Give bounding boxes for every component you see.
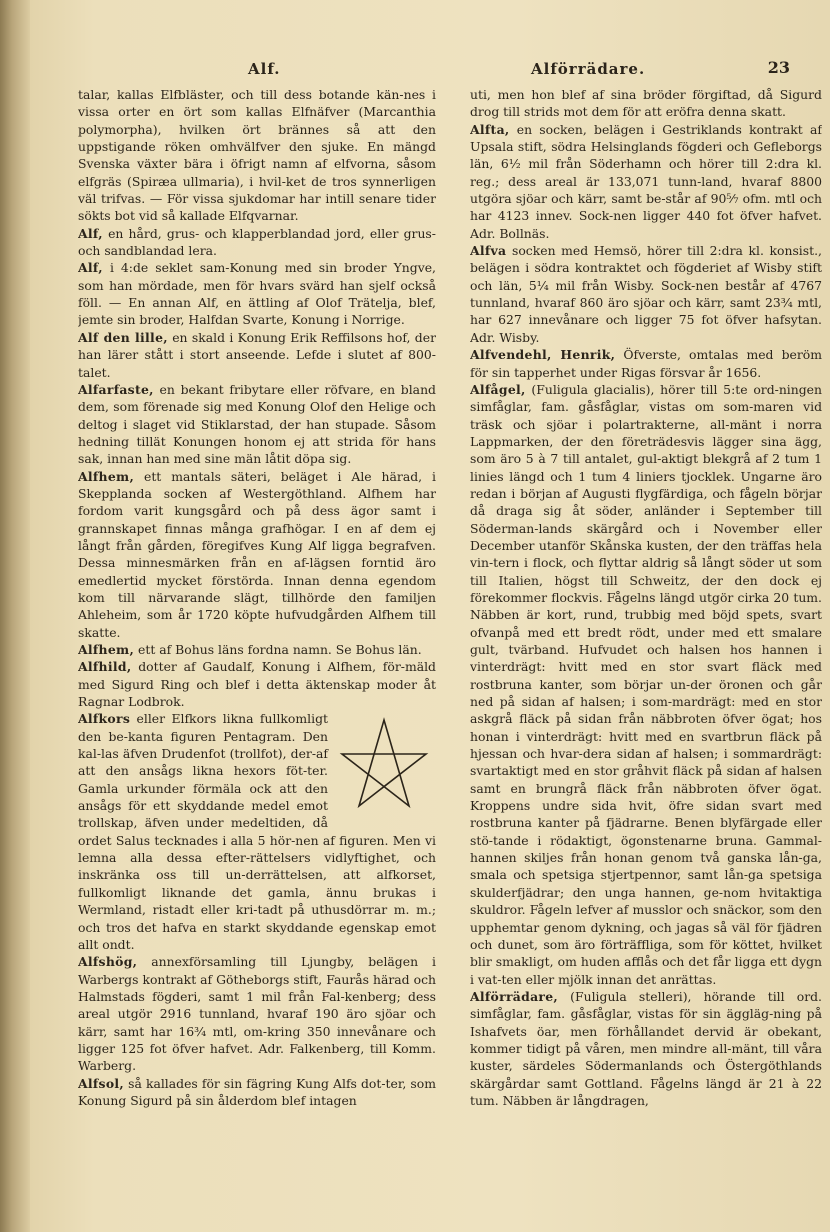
entry-headword: Alfsol, xyxy=(78,1075,125,1091)
entry-text: en skald i Konung Erik Reffilsons hof, der han lärer stått i stort anseende. Lefde i slutet af 800-talet. xyxy=(78,329,436,380)
page-number: 23 xyxy=(767,58,790,77)
entry-headword: Alfva xyxy=(470,243,507,259)
entry-text: (Fuligula stelleri), hörande till ord. simfåglar, fam. gåsfåglar, vistas för sin äggläg-ning på Ishafvets öar, men förhållandet dervid är obekant, kommer tidigt på våren, men mindre all-mänt, till våra kuster, särdeles Södermanlands och Östergöthlands skärgårdar samt Gottland. Fågelns längd är 21 à 22 tum. Näbben är långdragen, xyxy=(470,988,822,1108)
entry xyxy=(78,225,436,260)
pentagram-figure xyxy=(336,714,432,818)
entry-text: ett af Bohus läns fordna namn. Se Bohus län. xyxy=(138,642,422,657)
entry-text: socken med Hemsö, hörer till 2:dra kl. konsist., belägen i södra kontraktet och fögderiet af Wisby stift och län, 5¼ mil från Wisby. Sock-nen består af 4767 tunnland, hvaraf 860 äro sjöar och kärr, samt 23¾ mtl, har 627 innevånare och ligger 75 fot öfver hafsytan. Adr. Wisby. xyxy=(470,243,822,345)
entry-headword: Alfhild, xyxy=(78,659,132,675)
header-left-keyword: Alf. xyxy=(248,60,281,78)
entry xyxy=(78,329,436,381)
entry xyxy=(78,641,436,658)
entry xyxy=(78,468,436,641)
entry xyxy=(470,988,822,1109)
entry-text: uti, men hon blef af sina bröder förgiftad, då Sigurd drog till strids mot dem för att eröfra denna skatt. xyxy=(470,87,822,120)
entry-headword: Alfhem, xyxy=(78,468,135,484)
entry xyxy=(78,658,436,710)
entry xyxy=(78,953,436,1074)
entry xyxy=(470,242,822,346)
entry-alfkors xyxy=(78,710,436,953)
entry-text: i 4:de seklet sam-Konung med sin broder Yngve, som han mördade, men för hvars svärd han sjelf också föll. — En annan Alf, en ättling af Olof Trätelja, blef, jemte sin broder, Halfdan Svarte, Konung i Norrige. xyxy=(78,260,436,328)
entry-text: en bekant fribytare eller röfvare, en bland dem, som förenade sig med Konung Olof den Helige och deltog i slaget vid Stiklarstad, der han stupade. Såsom hedning tillät Konungen honom ej att strida för hans sak, innan han med sine män låtit döpa sig. xyxy=(78,381,436,467)
book-page xyxy=(30,0,830,1232)
page-header xyxy=(78,58,790,82)
entry-text: så kallades för sin fägring Kung Alfs dot-ter, som Konung Sigurd på sin ålderdom blef intagen xyxy=(78,1075,436,1108)
entry-text: en hård, grus- och klapperblandad jord, eller grus- och sandblandad lera. xyxy=(78,225,436,259)
entry-headword: Alf den lille, xyxy=(78,329,168,345)
header-right-keyword: Alförrädare. xyxy=(531,60,646,78)
entry-headword: Alfta, xyxy=(470,121,510,137)
right-column xyxy=(470,86,822,1196)
entry xyxy=(78,259,436,328)
entry-headword: Alf, xyxy=(78,260,103,276)
entry xyxy=(470,346,822,381)
entry-headword: Alfarfaste, xyxy=(78,381,154,397)
entry-text: dotter af Gaudalf, Konung i Alfhem, för-mäld med Sigurd Ring och blef i detta äktenskap moder åt Ragnar Lodbrok. xyxy=(78,659,436,710)
pentagram-icon xyxy=(336,714,432,818)
entry xyxy=(470,86,822,121)
entry-text: eller Elfkors likna fullkomligt den be-kanta figuren Pentagram. Den kal-las äfven Drudenfot (trollfot), der-af att den ansågs likna hexors föt-ter. Gamla urkunder förmäla ock att den ansågs för ett skyddande medel emot trollskap, äfven under medeltiden, då ordet Salus tecknades i alla 5 hör-nen af figuren. Men vi lemna alla dessa efter-rättelsers vidlyftighet, och inskränka oss till un-derrättelsen, att alfkorset, fullkomligt liknande det gamla, ännu brukas i Wermland, ristadt eller kri-tadt på uthusdörrar m. m.; och tros det hafva en starkt skyddande egenskap emot allt ondt. xyxy=(78,711,436,952)
entry-headword: Alf, xyxy=(78,225,103,241)
entry-headword: Alfvendehl, Henrik, xyxy=(470,347,616,363)
entry xyxy=(470,121,822,242)
entry-headword: Alfhem, xyxy=(78,642,135,657)
entry xyxy=(78,381,436,468)
entry-headword: Alfkors xyxy=(78,711,131,727)
entry-headword: Alfshög, xyxy=(78,954,138,970)
entry-text: ett mantals säteri, beläget i Ale härad, i Skepplanda socken af Westergöthland. Alfhem har fordom varit kungsgård och på dess ägor samt i grannskapet finnas många grafhögar. I en af dem ej långt från gården, föregifves Kung Alf ligga begrafven. Dessa minnesmärken från en af-lägsen forntid äro emedlertid mycket förstörda. Innan denna egendom kom till närvarande slägt, tillhörde den familjen Ahleheim, som år 1720 köpte hufvudgården Alfhem till skatte. xyxy=(78,468,436,640)
entry-headword: Alförrädare, xyxy=(470,988,559,1004)
entry-text: Öfverste, omtalas med beröm för sin tapperhet under Rigas försvar år 1656. xyxy=(470,347,822,380)
entry xyxy=(78,1075,436,1110)
entry-headword: Alfågel, xyxy=(470,381,526,397)
entry-text: annexförsamling till Ljungby, belägen i Warbergs kontrakt af Götheborgs stift, Faurås härad och Halmstads fögderi, samt 1 mil från Fal-kenberg; dess areal utgör 2916 tunnland, hvaraf 190 äro sjöar och kärr, samt har 16¾ mtl, om-kring 350 innevånare och ligger 125 fot öfver hafvet. Adr. Falkenberg, till Komm. Warberg. xyxy=(78,954,436,1074)
entry-text: (Fuligula glacialis), hörer till 5:te ord-ningen simfåglar, fam. gåsfåglar, vistas om som-maren vid träsk och sjöar i polartrakterne, all-mänt i norra Lappmarken, der den företrädesvis lägger sina ägg, som äro 5 à 7 till antalet, gul-aktigt blekgrå af 2 tum 1 linies längd och 1 tum 4 liniers tjocklek. Ungarne äro redan i början af Augusti flygfärdiga, och fågeln börjar då draga sig åt söder, anländer i September till Söderman-lands skärgård och i November eller December utanför Skånska kusten, der den träffas hela vin-tern i flock, och flyttar aldrig så långt söder ut som till Italien, högst till Schweitz, der den dock ej förekommer flockvis. Fågelns längd utgör cirka 20 tum. Näbben är kort, rund, trubbig med böjd spets, svart ofvanpå med ett bredt rödt, under med ett smalare gult, tvärband. Hufvudet och halsen hos hannen i vinterdrägt: hvitt med en stor svart fläck med rostbruna kanter, som börjar un-der öronen och går ned på sidan af halsen; i som-mardrägt: med en stor askgrå fläck på sidan från näbbroten öfver ögat; hos honan i vinterdrägt: hvitt med en svartbrun fläck på hjessan och hvar-dera sidan af halsen; i sommardrägt: svartaktigt med en stor gråhvit fläck på sidan af halsen samt en brungrå fläck från näbbroten öfver ögat. Kroppens undre sida hvit, öfre sidan svart med rostbruna kanter på fjädrarne. Benen blyfärgade eller stö-tande i rödaktigt, ögonstenarne bruna. Gammal-hannen skiljes från honan genom två ganska lån-ga, smala och spetsiga stjertpennor, samt lån-ga spetsiga skulderfjädrar; den unga hannen, ge-nom hvitaktiga skuldror. Fågeln lefver af musslor och snäckor, som den upphemtar genom dykning, och jagas så väl för fjädren och dunet, som äro förträffliga, som för köttet, hvilket blir smakligt, om huden afflås och det får ligga ett dygn i vat-ten eller mjölk innan det anrättas. xyxy=(470,381,822,987)
entry xyxy=(470,381,822,988)
left-column xyxy=(78,86,436,1196)
entry-text: en socken, belägen i Gestriklands kontrakt af Upsala stift, södra Helsinglands fögderi och Gefleborgs län, 6½ mil från Söderhamn och hörer till 2:dra kl. reg.; dess areal är 133,071 tunn-land, hvaraf 8800 utgöra sjöar och kärr, samt be-står af 90⁵⁄₇ ofm. mtl och har 4123 innev. Sock-nen ligger 440 fot öfver hafvet. Adr. Bollnäs. xyxy=(470,121,822,241)
entry-text: talar, kallas Elfbläster, och till dess botande kän-nes i vissa orter en ört som kallas Elfnäfver (Marcanthia polymorpha), hvilken ört brännes så att den uppstigande röken omhvälfver den sjuke. En mängd Svenska växter bära i öfrigt namn af elfvorna, såsom elfgräs (Spiræa ullmaria), i hvil-ket de tros synnerligen väl trifvas. — För vissa sjukdomar har intill senare tider sökts bot vid så kallade Elfqvarnar. xyxy=(78,87,436,224)
book-spine-shadow xyxy=(0,0,30,1232)
entry xyxy=(78,86,436,225)
